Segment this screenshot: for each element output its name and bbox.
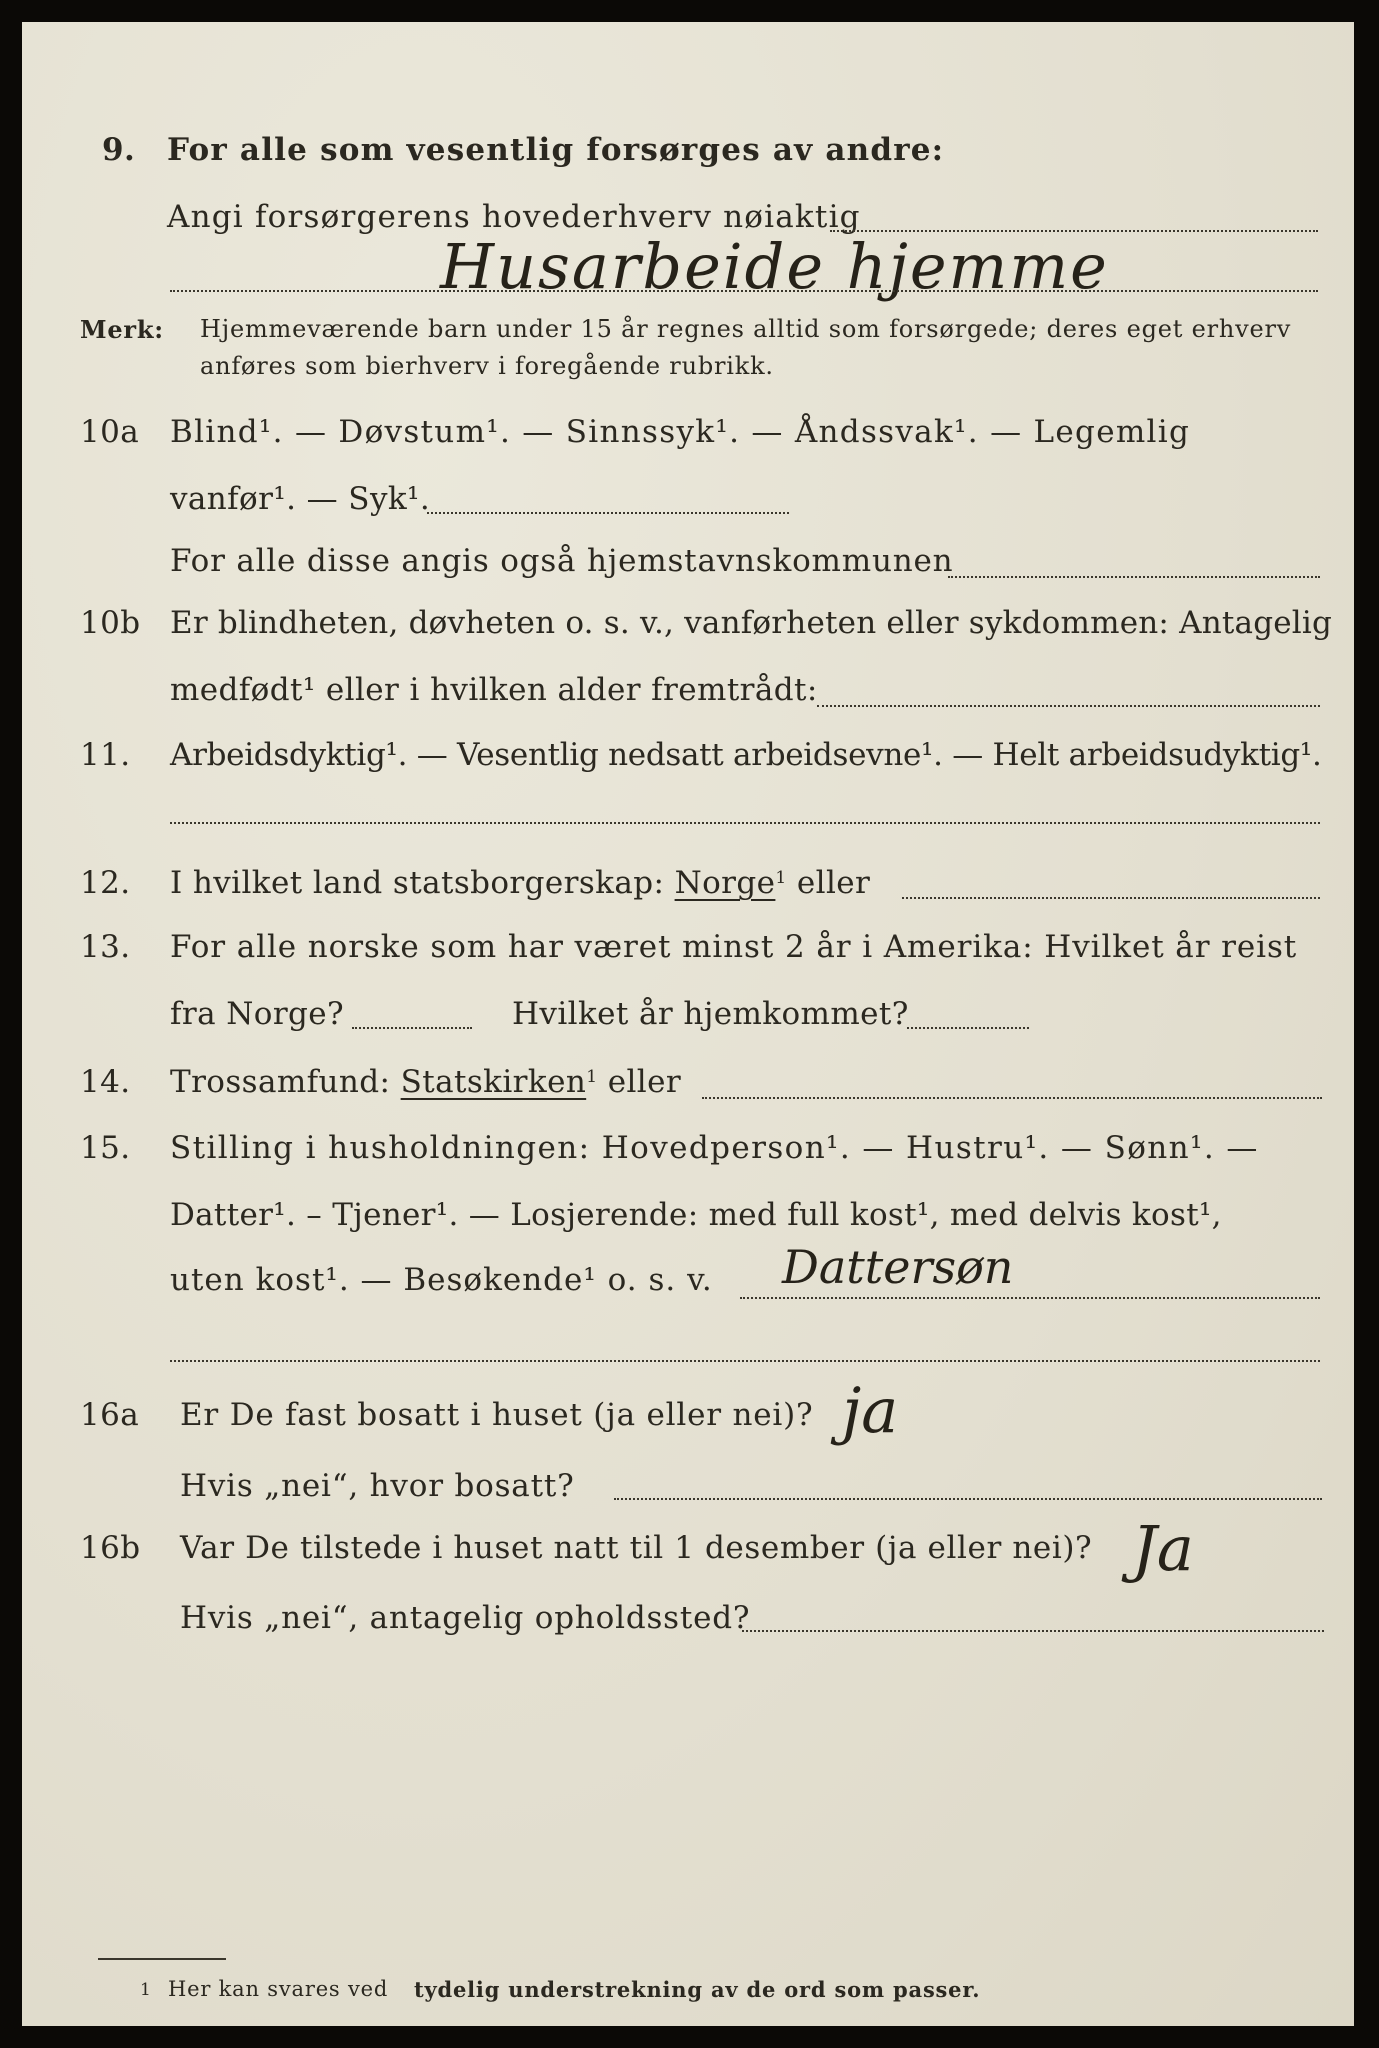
q12-dots xyxy=(902,897,1320,899)
q15-answer-dots xyxy=(740,1297,1320,1299)
q9-number: 9. xyxy=(102,132,136,168)
footnote-marker: 1 xyxy=(140,1980,152,2000)
q16a-line1: Er De fast bosatt i huset (ja eller nei)? xyxy=(180,1397,814,1433)
q14-text-after: eller xyxy=(607,1064,682,1100)
q13-number: 13. xyxy=(80,929,131,965)
q15-line3: uten kost¹. — Besøkende¹ o. s. v. xyxy=(170,1262,713,1298)
q9-answer-handwriting: Husarbeide hjemme xyxy=(440,230,1109,303)
q13-line1: For alle norske som har været minst 2 år i Amerika: Hvilket år reist xyxy=(170,929,1298,965)
q14-number: 14. xyxy=(80,1064,131,1100)
q12-underlined-norge: Norge xyxy=(674,865,776,901)
q11-dots xyxy=(170,822,1320,824)
q9-line1: For alle som vesentlig forsørges av andre: xyxy=(167,132,945,168)
q15-line1: Stilling i husholdningen: Hovedperson¹. — Hustru¹. — Sønn¹. — xyxy=(170,1130,1259,1166)
q10a-line2: vanfør¹. — Syk¹. xyxy=(170,481,431,517)
q16b-opholdssted-dots xyxy=(742,1630,1324,1632)
q16b-number: 16b xyxy=(80,1530,141,1566)
q11-number: 11. xyxy=(80,737,131,773)
q16a-line2: Hvis „nei“, hvor bosatt? xyxy=(180,1468,575,1504)
q16b-line2: Hvis „nei“, antagelig opholdssted? xyxy=(180,1600,751,1636)
census-form-page xyxy=(22,22,1354,2026)
footnote-text-a: Her kan svares ved xyxy=(168,1977,389,2001)
q10b-line1: Er blindheten, døvheten o. s. v., vanførheten eller sykdommen: Antagelig xyxy=(170,605,1333,641)
q13-line2a: fra Norge? xyxy=(170,996,345,1032)
q10a-number: 10a xyxy=(80,414,140,450)
q14-underlined-statskirken: Statskirken xyxy=(400,1064,587,1100)
q16a-bosatt-dots xyxy=(614,1498,1322,1500)
q13-hjemkommet-dots xyxy=(907,1027,1029,1029)
q16b-answer-handwriting: Ja xyxy=(1132,1512,1194,1585)
q12-text-after: eller xyxy=(796,865,871,901)
q10b-number: 10b xyxy=(80,605,141,641)
q12-number: 12. xyxy=(80,865,131,901)
footnote-rule xyxy=(98,1958,226,1960)
q13-reist-dots xyxy=(352,1027,472,1029)
q15-number: 15. xyxy=(80,1130,131,1166)
q10a-line1: Blind¹. — Døvstum¹. — Sinnssyk¹. — Åndssvak¹. — Legemlig xyxy=(170,414,1191,450)
footnote-text-b: tydelig understrekning av de ord som passer. xyxy=(414,1977,981,2002)
q14-text-before: Trossamfund: xyxy=(170,1064,391,1100)
q10b-dots xyxy=(817,705,1320,707)
q14-line xyxy=(170,1064,681,1100)
q10a-line3: For alle disse angis også hjemstavnskommunen xyxy=(170,543,954,579)
q9-answer-dots xyxy=(170,290,1318,292)
q14-dots xyxy=(702,1097,1322,1099)
q9-line2: Angi forsørgerens hovederhverv nøiaktig xyxy=(167,199,861,235)
merk-label: Merk: xyxy=(80,315,164,344)
q10a-hjemstavn-dots xyxy=(948,576,1320,578)
merk-line2: anføres som bierhverv i foregående rubrikk. xyxy=(200,352,774,380)
q11-line1: Arbeidsdyktig¹. — Vesentlig nedsatt arbeidsevne¹. — Helt arbeidsudyktig¹. xyxy=(170,737,1322,773)
q13-line2b: Hvilket år hjemkommet? xyxy=(512,996,909,1032)
q16a-number: 16a xyxy=(80,1397,140,1433)
q12-text-before: I hvilket land statsborgerskap: xyxy=(170,865,665,901)
q12-footnote-mark: 1 xyxy=(775,867,787,888)
q10a-syk-dots xyxy=(427,512,789,514)
q14-footnote-mark: 1 xyxy=(586,1066,598,1087)
q12-line xyxy=(170,865,870,901)
q16a-answer-handwriting: ja xyxy=(842,1374,899,1447)
q15-answer-handwriting: Dattersøn xyxy=(782,1240,1014,1294)
merk-line1: Hjemmeværende barn under 15 år regnes alltid som forsørgede; deres eget erhverv xyxy=(200,315,1292,343)
q10b-line2: medfødt¹ eller i hvilken alder fremtrådt: xyxy=(170,672,818,708)
q15-line2: Datter¹. – Tjener¹. — Losjerende: med full kost¹, med delvis kost¹, xyxy=(170,1197,1222,1233)
q16b-line1: Var De tilstede i huset natt til 1 desember (ja eller nei)? xyxy=(180,1530,1093,1566)
q15-extra-dots xyxy=(170,1360,1320,1362)
